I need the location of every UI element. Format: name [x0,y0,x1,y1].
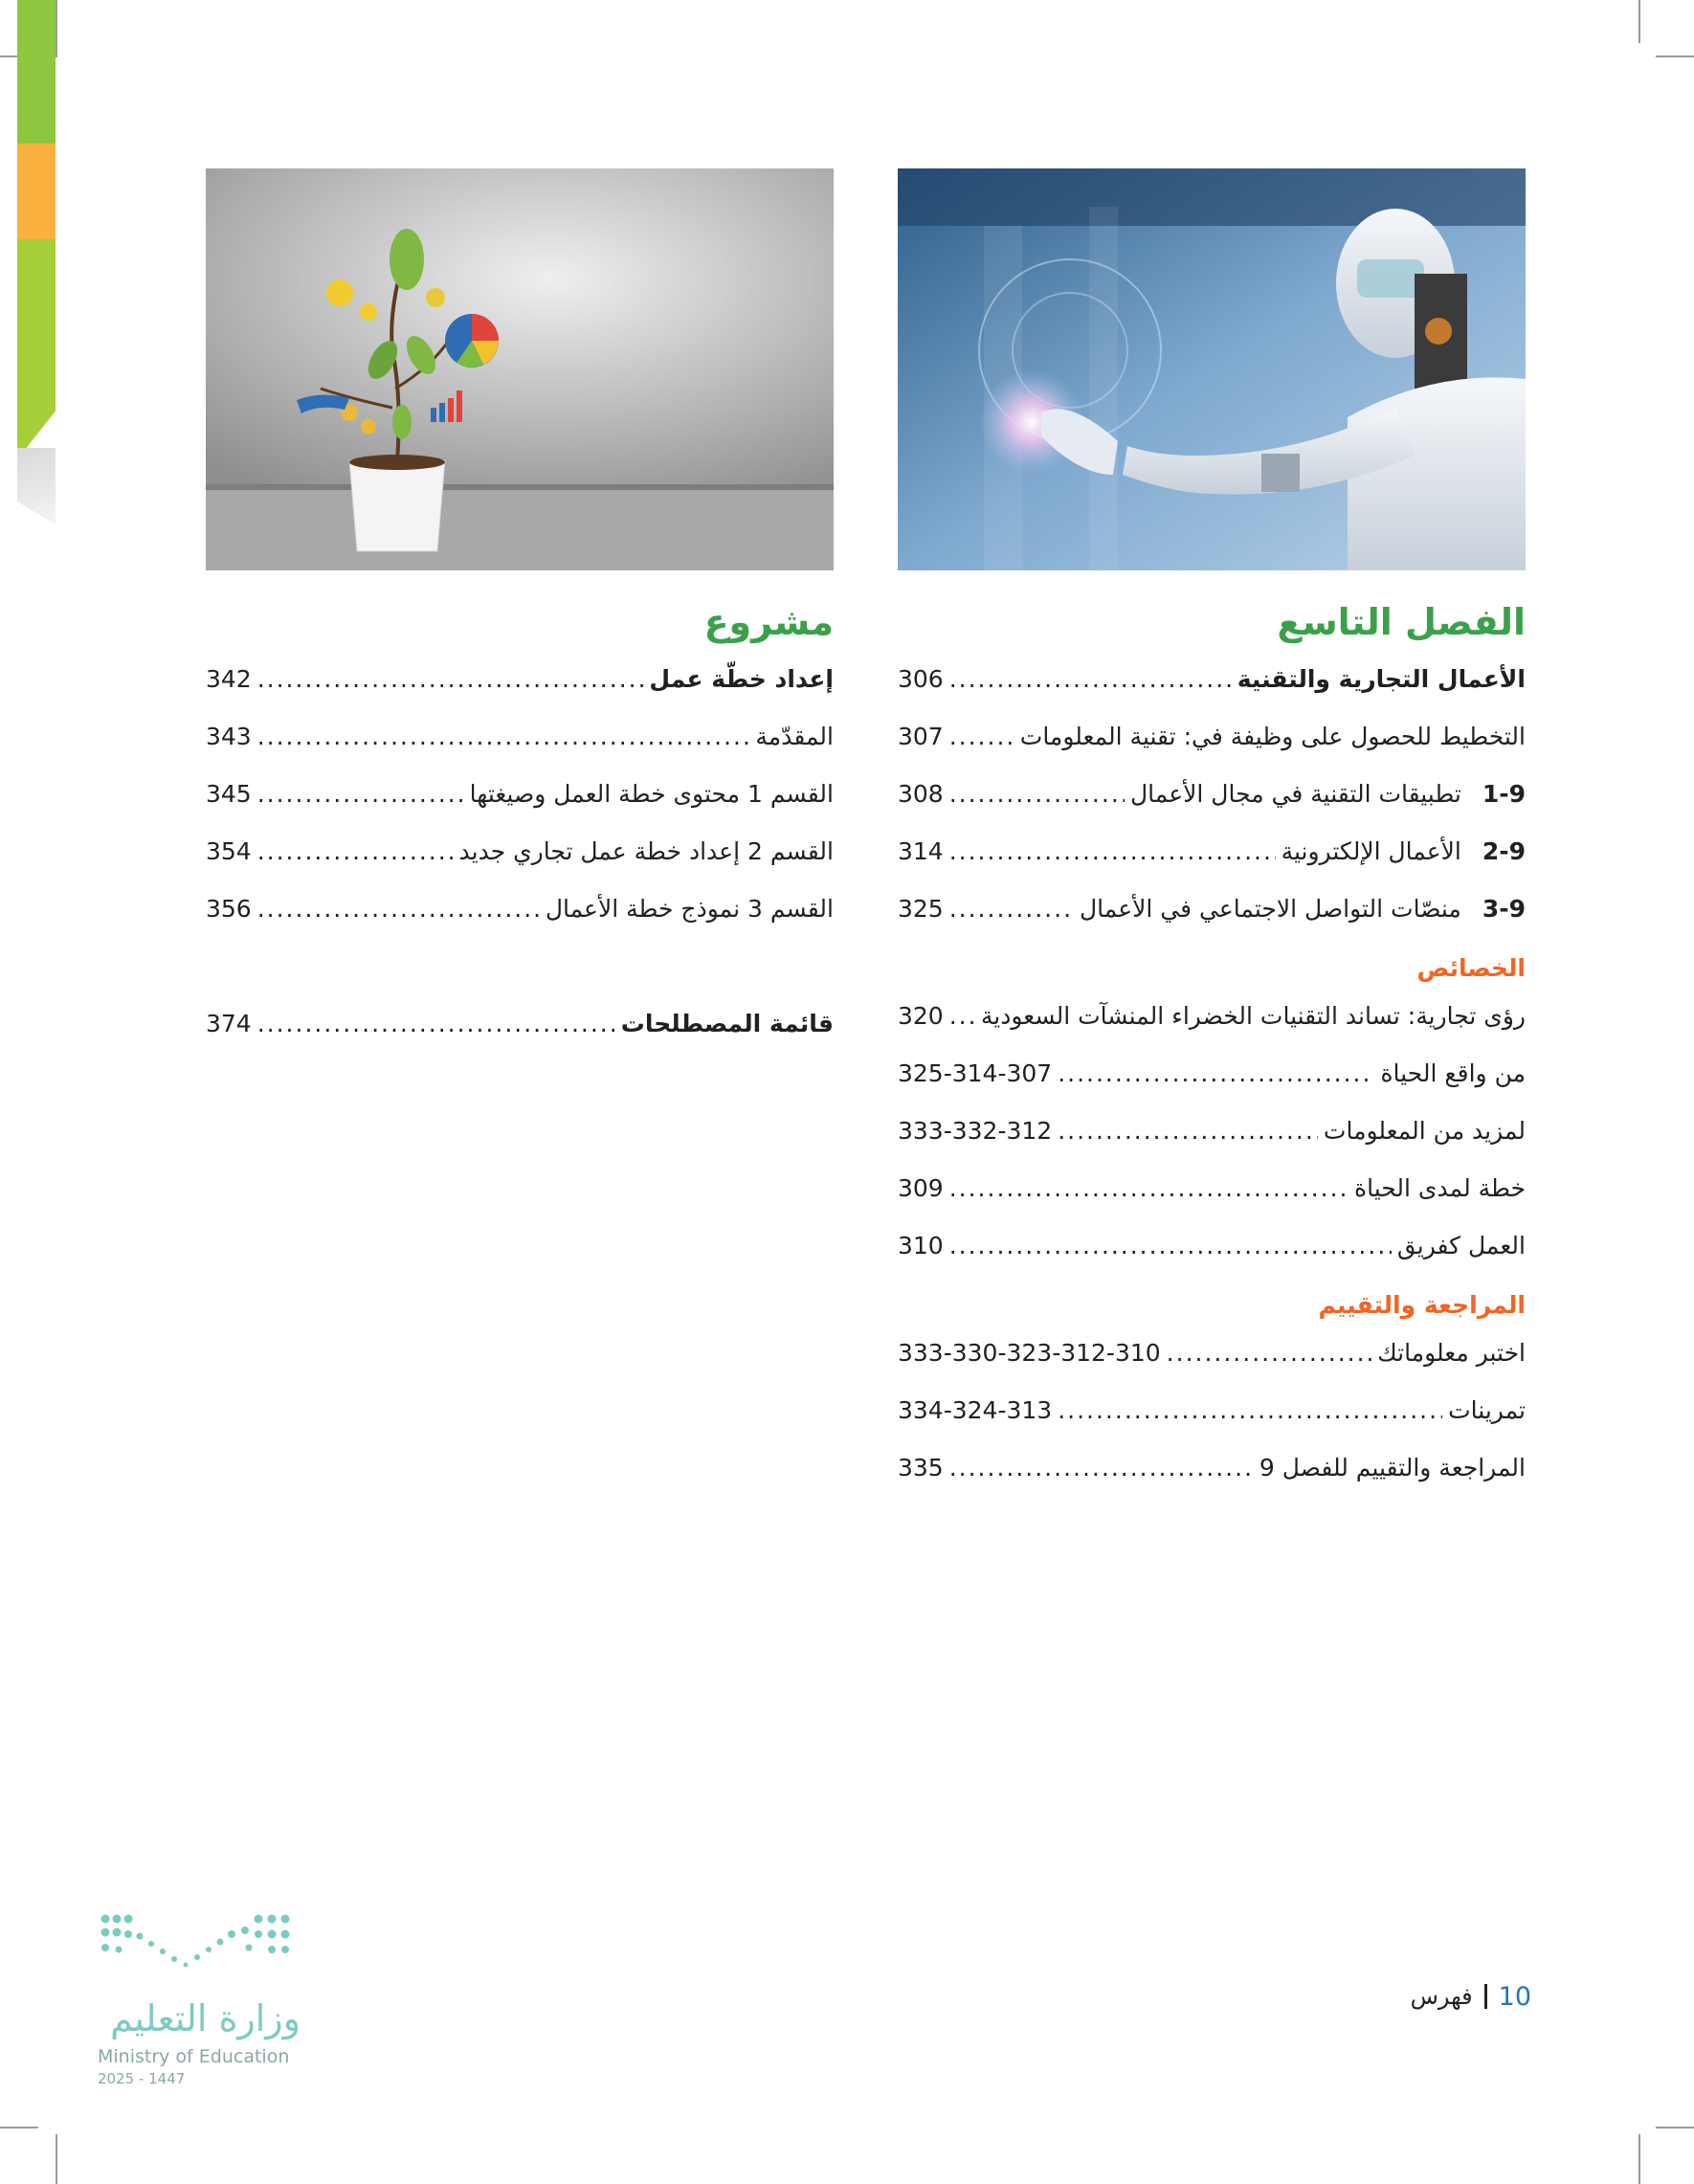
toc-entry[interactable] [206,766,834,823]
toc-entry[interactable] [898,1217,1526,1275]
toc-entry-label: العمل كفريق [1396,1232,1526,1259]
toc-entry-page: 374 [206,1010,252,1037]
dot-leader [949,1439,1254,1497]
toc-entry[interactable] [206,823,834,880]
toc-entry-label: خطة لمدى الحياة [1354,1174,1526,1202]
dot-leader [257,995,615,1053]
dot-leader [949,1217,1392,1275]
review-heading: المراجعة والتقييم [1318,1291,1526,1319]
ministry-logo [96,1909,316,2091]
ministry-dots-icon [96,1909,306,1986]
dot-leader [257,708,750,766]
dot-leader [949,708,1014,766]
toc-entry[interactable] [898,1325,1526,1382]
toc-entry-number: 1-9 [1482,780,1526,808]
toc-entry-page: 333-330-323-312-310 [898,1339,1161,1367]
toc-entry-page: 320 [898,1002,944,1030]
page-number: 10 [1498,1981,1531,2012]
toc-entry-label: الأعمال الإلكترونية [1281,837,1461,865]
ministry-year: 2025 - 1447 [98,2070,186,2087]
dot-leader [949,988,975,1045]
toc-entry-page: 333-332-312 [898,1117,1053,1145]
toc-entry[interactable] [898,1045,1526,1103]
chapter-entries [898,651,1526,938]
toc-entry-label: القسم 2 إعداد خطة عمل تجاري جديد [458,837,834,865]
toc-entry-label: التخطيط للحصول على وظيفة في: تقنية المعلومات [1019,723,1526,750]
dot-leader [257,651,644,708]
toc-entry-page: 356 [206,895,252,923]
toc-entry-page: 325-314-307 [898,1059,1053,1087]
toc-entry[interactable] [206,880,834,938]
chapter-heading: الفصل التاسع [1277,601,1526,643]
toc-entry-number: 2-9 [1482,837,1526,865]
toc-entry[interactable] [898,766,1526,823]
robot-photo [898,168,1526,570]
dot-leader [1167,1325,1371,1382]
toc-entry-label: اختبر معلوماتك [1377,1339,1526,1367]
crop-mark [56,0,57,57]
features-heading: الخصائص [1416,954,1526,982]
toc-entry-label: من واقع الحياة [1380,1059,1526,1087]
toc-entry-label: رؤى تجارية: تساند التقنيات الخضراء المنشآت السعودية [980,1002,1526,1030]
toc-entry[interactable] [898,1382,1526,1439]
toc-entry[interactable] [898,1160,1526,1217]
toc-entry-page: 314 [898,837,944,865]
toc-entry-page: 325 [898,895,944,923]
crop-mark [1656,56,1694,57]
toc-entry-page: 310 [898,1232,944,1259]
toc-entry-page: 343 [206,723,252,750]
toc-entry[interactable] [898,708,1526,766]
toc-entry-label: قائمة المصطلحات [620,1010,834,1037]
dot-leader [257,880,540,938]
crop-mark [0,2127,38,2128]
toc-entry-label: تطبيقات التقنية في مجال الأعمال [1129,780,1461,808]
dot-leader [949,880,1074,938]
toc-entry-page: 306 [898,665,944,693]
toc-entry[interactable] [206,651,834,708]
project-heading: مشروع [703,601,834,643]
toc-entry-label: الأعمال التجارية والتقنية [1237,665,1526,693]
toc-entry[interactable] [898,1103,1526,1160]
toc-entry-page: 335 [898,1454,944,1482]
dot-leader [1058,1103,1318,1160]
toc-entry-number: 3-9 [1482,895,1526,923]
toc-entry-label: تمرينات [1448,1396,1526,1424]
project-entries [206,651,834,938]
edge-tab-green-lower [17,239,56,459]
crop-mark [1656,2127,1694,2128]
toc-entry-label: لمزيد من المعلومات [1323,1117,1526,1145]
edge-tab-orange [17,144,56,239]
toc-entry-label: القسم 1 محتوى خطة العمل وصيغتها [469,780,834,808]
toc-entry-page: 308 [898,780,944,808]
edge-tab-green [17,0,56,144]
toc-entry-label: المقدّمة [755,723,834,750]
footer-section-label: فهرس [1410,1983,1473,2010]
dot-leader [949,823,1276,880]
dot-leader [1058,1045,1374,1103]
toc-entry-label: المراجعة والتقييم للفصل 9 [1259,1454,1526,1482]
toc-entry-label: منصّات التواصل الاجتماعي في الأعمال [1079,895,1461,923]
dot-leader [949,1160,1349,1217]
toc-entry-page: 309 [898,1174,944,1202]
toc-entry[interactable] [898,823,1526,880]
toc-entry-page: 354 [206,837,252,865]
toc-entry-glossary[interactable] [206,995,834,1053]
dot-leader [257,823,454,880]
toc-entry[interactable] [898,1439,1526,1497]
review-entries [898,1325,1526,1497]
toc-entry[interactable] [898,651,1526,708]
chapter-column [898,593,1526,1497]
footer-divider [1484,1984,1487,2009]
toc-entry-page: 307 [898,723,944,750]
crop-mark [1638,2134,1640,2184]
edge-tab-grey [17,448,56,524]
toc-entry-label: إعداد خطّة عمل [649,665,834,693]
ministry-name-ar: وزارة التعليم [110,1997,301,2039]
page-footer [1378,1977,1531,2016]
project-column [206,593,834,1053]
toc-entry[interactable] [898,988,1526,1045]
dot-leader [1058,1382,1442,1439]
toc-entry-label: القسم 3 نموذج خطة الأعمال [545,895,834,923]
toc-entry[interactable] [898,880,1526,938]
dot-leader [949,651,1232,708]
crop-mark [56,2134,57,2184]
plant-photo [206,168,834,570]
crop-mark [1638,0,1640,43]
dot-leader [949,766,1125,823]
toc-entry-page: 342 [206,665,252,693]
ministry-name-en: Ministry of Education [98,2046,290,2067]
features-entries [898,988,1526,1275]
toc-entry[interactable] [206,708,834,766]
toc-entry-page: 345 [206,780,252,808]
dot-leader [257,766,464,823]
toc-entry-page: 334-324-313 [898,1396,1053,1424]
